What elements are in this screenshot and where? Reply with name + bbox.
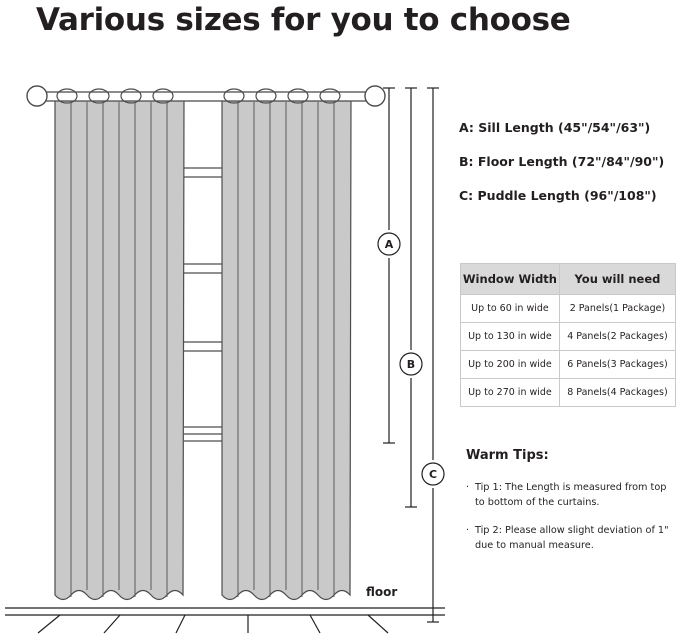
- table-row: [461, 323, 676, 351]
- table-row: [461, 295, 676, 323]
- window-frame: [184, 168, 222, 441]
- table-cell-width: Up to 60 in wide: [461, 295, 560, 323]
- warm-tip-2: [466, 523, 676, 553]
- measure-line-c: [427, 88, 439, 622]
- warm-tip-2-text: Tip 2: Please allow slight deviation of 1" due to manual measure.: [475, 525, 669, 552]
- legend-item-a: A: Sill Length (45"/54"/63"): [459, 120, 651, 135]
- warm-tip-1-text: Tip 1: The Length is measured from top to bottom of the curtains.: [475, 482, 667, 509]
- table-row: [461, 351, 676, 379]
- table-cell-panels: 4 Panels(2 Packages): [559, 323, 675, 351]
- curtain-panel-left: [55, 100, 184, 600]
- warm-tip-1: [466, 480, 676, 510]
- marker-b-label: B: [406, 358, 416, 371]
- page-title: Various sizes for you to choose: [36, 2, 571, 38]
- table-cell-width: Up to 200 in wide: [461, 351, 560, 379]
- tip-bullet-icon: ·: [466, 482, 470, 493]
- warm-tips-title: Warm Tips:: [466, 448, 549, 463]
- tip-bullet-icon: ·: [466, 525, 470, 537]
- measure-line-a: [383, 88, 395, 443]
- length-legend: [459, 120, 674, 222]
- warm-tips-section: [466, 448, 676, 566]
- curtain-diagram: [0, 70, 450, 635]
- floor: [5, 608, 445, 633]
- legend-item-c: C: Puddle Length (96"/108"): [459, 188, 657, 203]
- table-cell-width: Up to 130 in wide: [461, 323, 560, 351]
- legend-item-b: B: Floor Length (72"/84"/90"): [459, 154, 665, 169]
- table-header-row: [461, 264, 676, 295]
- table-header-you-will-need: You will need: [559, 264, 675, 295]
- table-cell-width: Up to 270 in wide: [461, 379, 560, 407]
- floor-label: floor: [366, 585, 398, 599]
- curtain-panel-right: [222, 100, 351, 600]
- marker-a-label: A: [384, 238, 394, 251]
- table-row: [461, 379, 676, 407]
- table-cell-panels: 6 Panels(3 Packages): [559, 351, 675, 379]
- window-width-table: [460, 263, 676, 407]
- marker-c-label: C: [428, 468, 438, 481]
- measure-line-b: [405, 88, 417, 507]
- table-header-window-width: Window Width: [461, 264, 560, 295]
- table-cell-panels: 2 Panels(1 Package): [559, 295, 675, 323]
- table-cell-panels: 8 Panels(4 Packages): [559, 379, 675, 407]
